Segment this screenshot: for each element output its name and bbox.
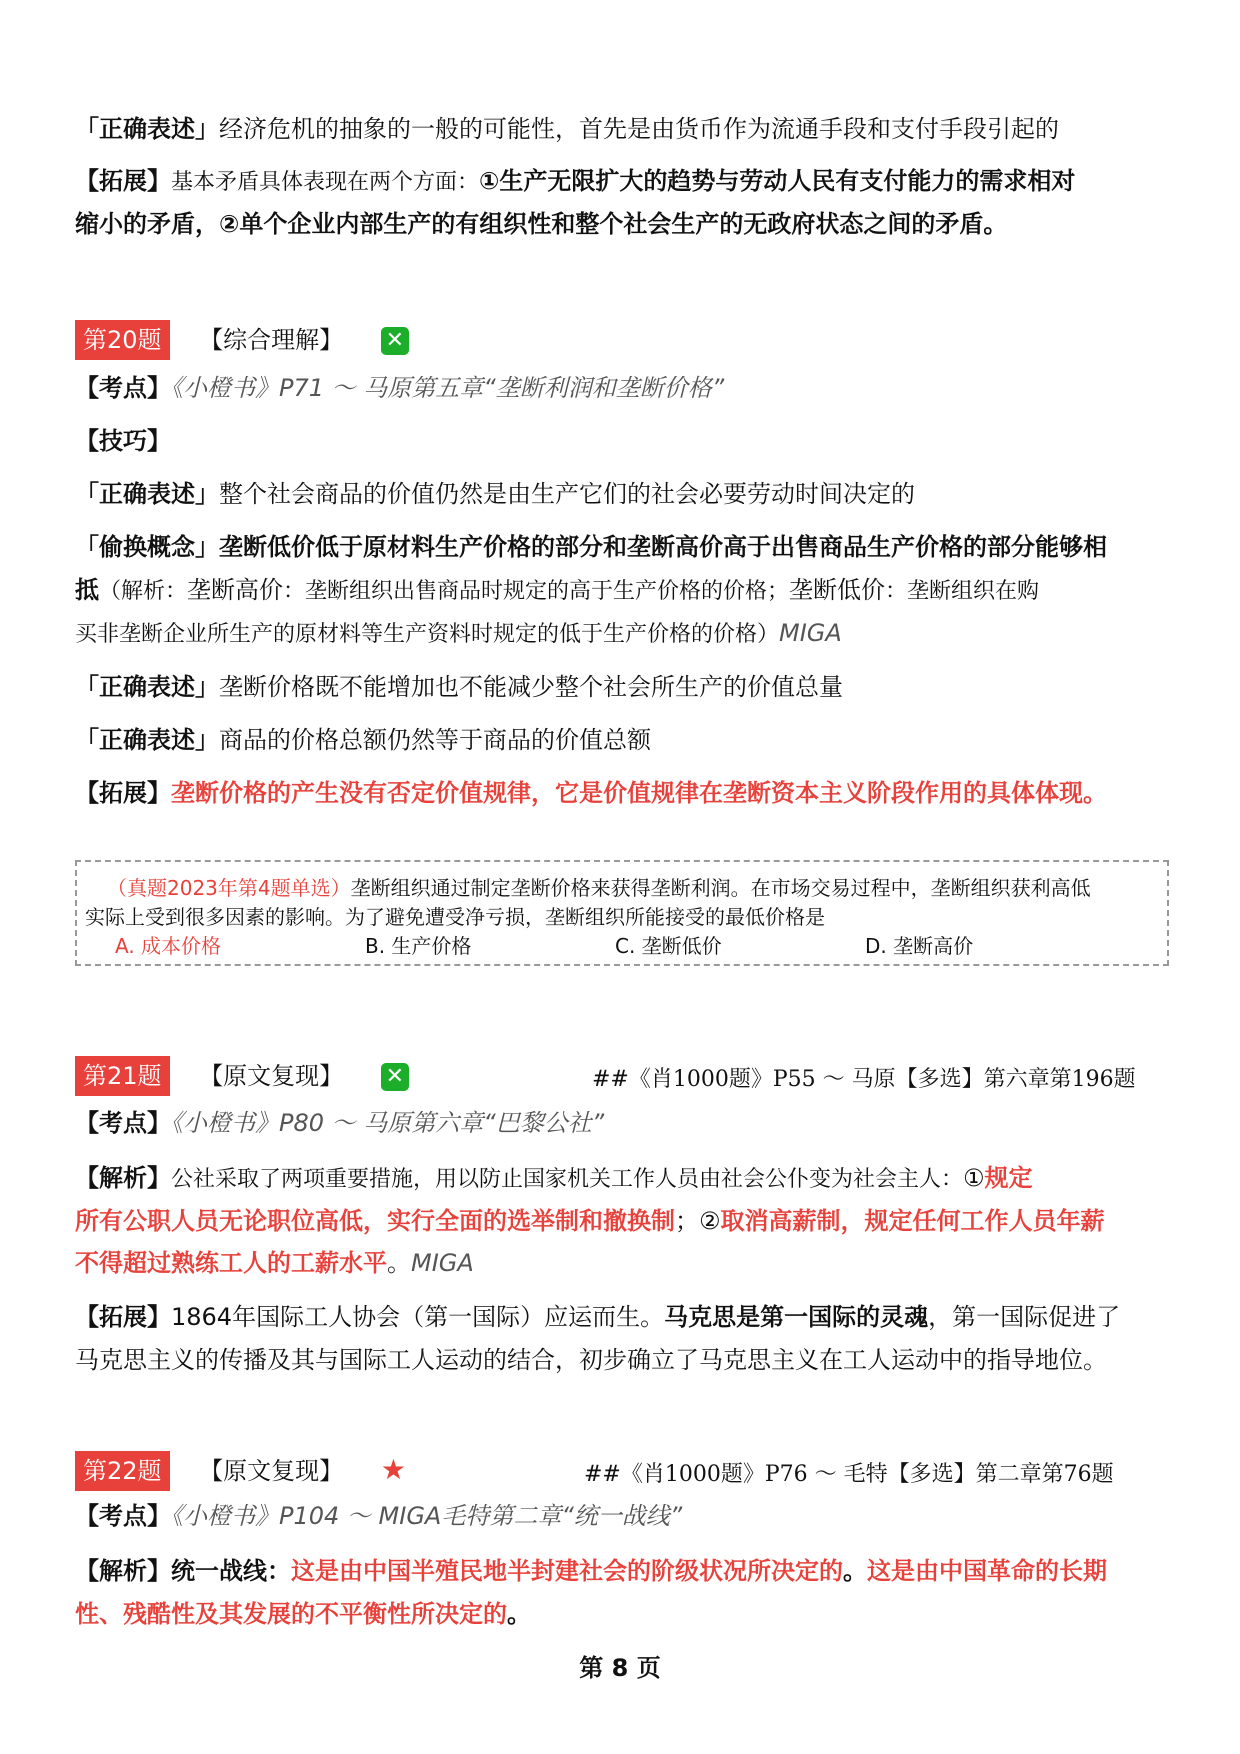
text: 。 (507, 1600, 531, 1628)
text: 抵 (75, 576, 99, 604)
question-number-badge: 第22题 (75, 1451, 170, 1491)
statement-line (75, 479, 915, 509)
label: 【考点】 (75, 1109, 171, 1137)
watermark-text: MIGA (411, 1249, 474, 1277)
option-d: D. 垄断高价 (865, 934, 974, 958)
analysis-line (75, 575, 1039, 607)
technique-label: 【技巧】 (75, 427, 171, 455)
text: 《小橙书》P71 ～ 马原第五章“垄断利润和垄断价格” (171, 374, 725, 402)
question-20-header (75, 320, 409, 360)
page-number: 第 8 页 (579, 1654, 661, 1682)
analysis-line (75, 1163, 1033, 1195)
text: 垄断高价 (187, 576, 284, 604)
key-point-line (75, 373, 724, 403)
text: 所有公职人员无论职位高低，实行全面的选举制和撤换制 (75, 1207, 675, 1235)
reference-text: ##《肖1000题》P76 ～ 毛特【多选】第二章第76题 (584, 1462, 1114, 1487)
star-icon: ★ (380, 1453, 406, 1486)
extension-line-2: 缩小的矛盾，②单个企业内部生产的有组织性和整个社会生产的无政府状态之间的矛盾。 (75, 210, 1008, 238)
text: ①生产无限扩大的趋势与劳动人民有支付能力的需求相对 (479, 167, 1076, 195)
text: 经济危机的抽象的一般的可能性，首先是由货币作为流通手段和支付手段引起的 (219, 115, 1059, 143)
label: 【拓展】 (75, 167, 171, 195)
question-21-header (75, 1056, 409, 1096)
text: 《小橙书》P104 ～ MIGA毛特第二章“统一战线” (171, 1502, 683, 1530)
option-a: A. 成本价格 (115, 934, 222, 958)
text: 商品的价格总额仍然等于商品的价值总额 (219, 726, 651, 754)
text: ： (267, 1557, 291, 1585)
text: ：垄断组织出售商品时规定的高于生产价格的价格； (283, 579, 790, 604)
analysis-line (75, 1556, 1107, 1586)
option-b: B. 生产价格 (365, 934, 472, 958)
text: 这是由中国半殖民地半封建社会的阶级状况所决定的 (291, 1557, 843, 1585)
label: 「正确表述」 (75, 480, 219, 508)
label: 「正确表述」 (75, 115, 219, 143)
watermark-text: MIGA (779, 619, 842, 647)
text: 。 (843, 1557, 867, 1585)
statement-line (75, 725, 651, 755)
text: （解析： (99, 579, 188, 604)
statement-line (75, 672, 843, 702)
question-text: 实际上受到很多因素的影响。为了避免遭受净亏损，垄断组织所能接受的最低价格是 (85, 905, 825, 929)
label: 【拓展】 (75, 1303, 171, 1331)
exam-source: （真题2023年第4题单选） (107, 876, 351, 900)
analysis-line (75, 1248, 474, 1278)
analysis-line (75, 1206, 1105, 1236)
text: 垄断低价低于原材料生产价格的部分和垄断高价高于出售商品生产价格的部分能够相 (219, 533, 1107, 561)
key-point-line (75, 1501, 682, 1531)
label: 【考点】 (75, 374, 171, 402)
extension-line (75, 1302, 1120, 1332)
text: ① (963, 1164, 985, 1192)
question-type: 【原文复现】 (199, 1062, 344, 1090)
question-number-badge: 第20题 (75, 320, 170, 360)
text: ；② (675, 1207, 721, 1235)
text: 规定 (984, 1164, 1033, 1192)
analysis-line (75, 618, 842, 650)
text: 基本矛盾具体表现在两个方面： (171, 170, 480, 195)
text: 垄断价格既不能增加也不能减少整个社会所生产的价值总量 (219, 673, 843, 701)
label: 「正确表述」 (75, 726, 219, 754)
cross-mark-icon: ✕ (381, 327, 409, 355)
extension-line (75, 166, 1075, 198)
text: 公社采取了两项重要措施，用以防止国家机关工作人员由社会公仆变为社会主人： (171, 1167, 964, 1192)
question-text: 垄断组织通过制定垄断价格来获得垄断利润。在市场交易过程中，垄断组织获利高低 (350, 876, 1091, 900)
key-point-line (75, 1108, 604, 1138)
concept-swap-line (75, 532, 1107, 562)
option-c: C. 垄断低价 (615, 934, 722, 958)
question-number-badge: 第21题 (75, 1056, 170, 1096)
text: 《小橙书》P80 ～ 马原第六章“巴黎公社” (171, 1109, 605, 1137)
exam-question-box (75, 860, 1169, 966)
text: 。 (387, 1249, 411, 1277)
label: 「正确表述」 (75, 673, 219, 701)
reference-text: ##《肖1000题》P55 ～ 马原【多选】第六章第196题 (592, 1067, 1136, 1092)
label: 「偷换概念」 (75, 533, 219, 561)
text: 整个社会商品的价值仍然是由生产它们的社会必要劳动时间决定的 (219, 480, 915, 508)
text: 垄断低价 (789, 576, 886, 604)
extension-line (75, 778, 1107, 808)
text: 性、残酷性及其发展的不平衡性所决定的 (75, 1600, 507, 1628)
statement-line (75, 114, 1059, 144)
text: 买非垄断企业所生产的原材料等生产资料时规定的低于生产价格的价格） (75, 622, 780, 647)
text: 不得超过熟练工人的工薪水平 (75, 1249, 387, 1277)
extension-line-2: 马克思主义的传播及其与国际工人运动的结合，初步确立了马克思主义在工人运动中的指导地位。 (75, 1346, 1107, 1374)
text: 1864年国际工人协会（第一国际）应运而生。 (171, 1303, 665, 1331)
label: 【拓展】 (75, 779, 171, 807)
text: ：垄断组织在购 (885, 579, 1040, 604)
text: 取消高薪制，规定任何工作人员年薪 (720, 1207, 1105, 1235)
analysis-line (75, 1599, 531, 1629)
label: 【解析】统一战线 (75, 1557, 267, 1585)
text: 马克思是第一国际的灵魂 (664, 1303, 929, 1331)
text: 垄断价格的产生没有否定价值规律，它是价值规律在垄断资本主义阶段作用的具体体现。 (171, 779, 1107, 807)
cross-mark-icon: ✕ (381, 1063, 409, 1091)
label: 【考点】 (75, 1502, 171, 1530)
question-type: 【综合理解】 (199, 326, 344, 354)
question-type: 【原文复现】 (199, 1457, 344, 1485)
text: ，第一国际促进了 (928, 1303, 1121, 1331)
label: 【解析】 (75, 1164, 171, 1192)
question-22-header (75, 1451, 406, 1491)
text: 这是由中国革命的长期 (867, 1557, 1107, 1585)
